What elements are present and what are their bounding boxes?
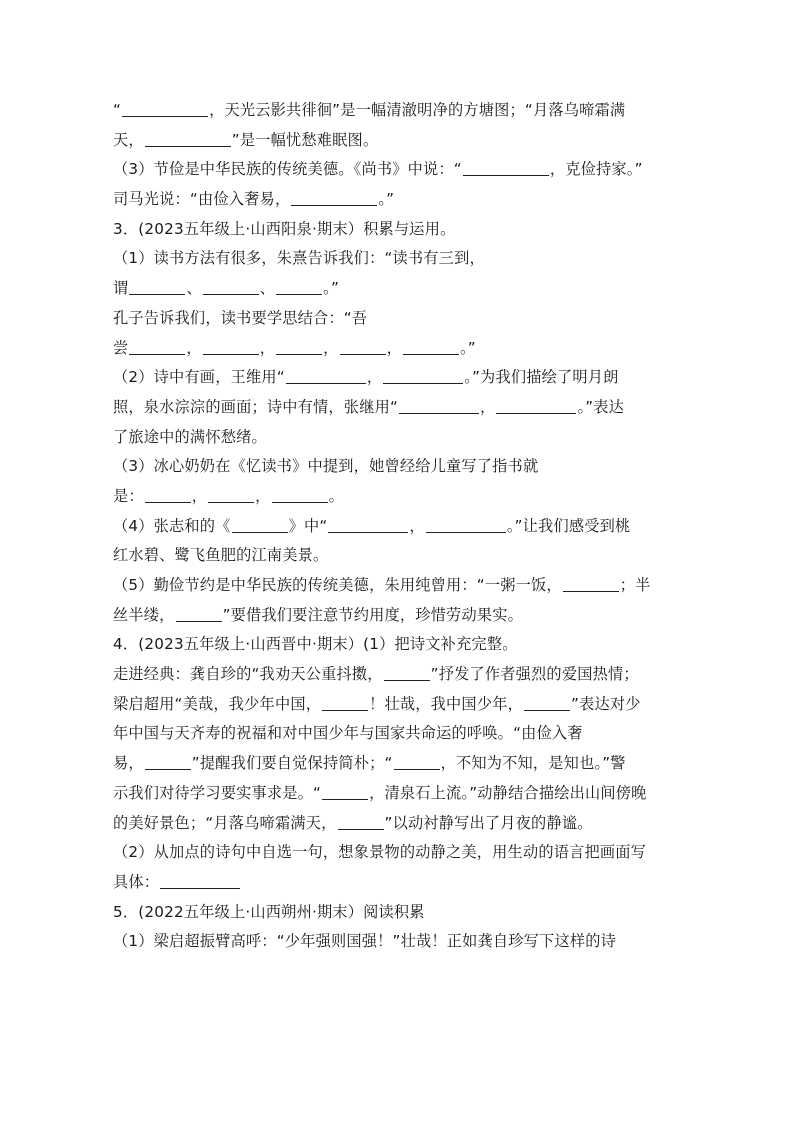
text-line: [113, 452, 685, 482]
answer-blank[interactable]: [563, 575, 619, 592]
line-text: 丝半缕，: [113, 605, 175, 624]
answer-blank[interactable]: [340, 338, 386, 355]
answer-blank[interactable]: [403, 338, 459, 355]
line-text: 、: [186, 279, 202, 298]
text-line: [113, 779, 685, 809]
line-text: ”提醒我们要自觉保持简朴；“: [191, 754, 393, 773]
line-text: ，: [259, 338, 276, 357]
line-text: 天，: [113, 130, 144, 149]
text-line: [113, 838, 685, 868]
line-text: 的美好景色；“月落乌啼霜满天，: [113, 813, 337, 832]
answer-blank[interactable]: [328, 516, 408, 533]
answer-blank[interactable]: [203, 278, 259, 295]
text-line: [113, 274, 685, 304]
line-text: ，: [366, 368, 383, 387]
text-line: [113, 690, 685, 720]
line-text: 孔子告诉我们，读书要学思结合：“吾: [113, 308, 368, 327]
line-text: ”抒发了作者强烈的爱国热情；: [430, 665, 639, 684]
answer-blank[interactable]: [129, 278, 185, 295]
line-text: 照，泉水淙淙的画面；诗中有情，张继用“: [113, 397, 399, 416]
line-text: ”要借我们要注意节约用度，珍惜劳动果实。: [222, 605, 523, 624]
answer-blank[interactable]: [145, 486, 191, 503]
line-text: 。”为我们描绘了明月朗: [464, 368, 619, 387]
line-text: 。”表达: [577, 397, 625, 416]
line-text: ，清泉石上流。”动静结合描绘出山间傍晚: [369, 783, 647, 802]
text-line: [113, 363, 685, 393]
answer-blank[interactable]: [145, 753, 191, 770]
line-text: ，不知为不知，是知也。”警: [440, 754, 626, 773]
line-text: （3）冰心奶奶在《忆读书》中提到，她曾经给儿童写了指书就: [113, 457, 539, 476]
line-text: （4）张志和的《: [113, 516, 231, 535]
text-line: [113, 541, 685, 571]
answer-blank[interactable]: [160, 872, 240, 889]
answer-blank[interactable]: [176, 605, 222, 622]
line-text: 、: [259, 279, 276, 298]
line-text: 红水碧、鹭飞鱼肥的江南美景。: [113, 546, 329, 565]
text-line: [113, 868, 685, 898]
text-line: [113, 334, 685, 364]
text-line: [113, 601, 685, 631]
text-line: [113, 630, 685, 660]
line-text: （1）读书方法有很多，朱熹告诉我们：“读书有三到，: [113, 249, 485, 268]
line-text: 3．(2023五年级上·山西阳泉·期末）积累与运用。: [113, 219, 456, 238]
line-text: ，: [191, 486, 208, 505]
text-line: [113, 155, 685, 185]
answer-blank[interactable]: [286, 367, 366, 384]
answer-blank[interactable]: [276, 278, 322, 295]
line-text: ！壮哉，我中国少年，: [369, 694, 523, 713]
line-text: ，: [480, 397, 496, 416]
text-line: [113, 393, 685, 423]
answer-blank[interactable]: [122, 100, 208, 117]
answer-blank[interactable]: [291, 189, 377, 206]
line-text: ”以动衬静写出了月夜的静谧。: [384, 813, 593, 832]
text-line: [113, 660, 685, 690]
line-text: ；半: [619, 576, 651, 594]
line-text: 谓: [113, 279, 129, 298]
text-line: [113, 927, 685, 957]
text-line: [113, 571, 685, 601]
text-line: [113, 215, 685, 245]
answer-blank[interactable]: [203, 338, 259, 355]
answer-blank[interactable]: [399, 397, 479, 414]
answer-blank[interactable]: [338, 813, 384, 830]
line-text: 。”让我们感受到桃: [506, 516, 631, 535]
text-line: [113, 749, 685, 779]
answer-blank[interactable]: [524, 694, 570, 711]
line-text: （1）梁启超振臂高呼：“少年强则国强！”壮哉！正如龚自珍写下这样的诗: [113, 932, 617, 951]
line-text: ，: [186, 338, 202, 357]
line-text: （3）节俭是中华民族的传统美德。《尚书》中说：“: [113, 160, 462, 179]
text-line: [113, 719, 685, 749]
text-line: [113, 512, 685, 542]
line-text: 尝: [113, 338, 129, 357]
line-text: 》中“: [288, 516, 328, 535]
line-text: ，: [409, 516, 425, 535]
answer-blank[interactable]: [232, 516, 288, 533]
line-text: “: [113, 101, 122, 119]
line-text: 年中国与天齐寿的祝福和对中国少年与国家共命运的呼唤。“由俭入奢: [113, 724, 583, 743]
line-text: 司马光说：“由俭入奢易，: [113, 190, 291, 209]
line-text: 4．(2023五年级上·山西晋中·期末）(1）把诗文补充完整。: [113, 635, 518, 654]
line-text: ”是一幅忧愁难眠图。: [231, 130, 379, 149]
text-line: [113, 244, 685, 274]
answer-blank[interactable]: [384, 664, 430, 681]
line-text: ，克俭持家。”: [549, 160, 643, 179]
line-text: ”表达对少: [570, 694, 641, 713]
answer-blank[interactable]: [276, 338, 322, 355]
line-text: 5．(2022五年级上·山西朔州·期末）阅读积累: [113, 902, 425, 921]
line-text: 。: [328, 486, 344, 505]
text-line: [113, 126, 685, 156]
answer-blank[interactable]: [394, 753, 440, 770]
line-text: ，: [323, 338, 339, 357]
line-text: 了旅途中的满怀愁绪。: [113, 427, 267, 446]
line-text: （5）勤俭节约是中华民族的传统美德，朱用纯曾用：“一粥一饭，: [113, 576, 562, 594]
answer-blank[interactable]: [145, 130, 231, 147]
line-text: 。”: [459, 338, 476, 357]
answer-blank[interactable]: [463, 159, 549, 176]
text-line: [113, 482, 685, 512]
line-text: （2）从加点的诗句中自选一句，想象景物的动静之美，用生动的语言把画面写: [113, 843, 647, 862]
line-text: ，: [255, 486, 271, 505]
line-text: 易，: [113, 754, 144, 773]
line-text: 。”: [323, 279, 340, 298]
answer-blank[interactable]: [496, 397, 576, 414]
line-text: 是：: [113, 486, 144, 505]
line-text: ，: [386, 338, 402, 357]
text-line: [113, 423, 685, 453]
answer-blank[interactable]: [426, 516, 506, 533]
line-text: ，天光云影共徘徊”是一幅清澈明净的方塘图；“月落乌啼霜满: [209, 101, 626, 119]
answer-blank[interactable]: [129, 338, 185, 355]
line-text: （2）诗中有画，王维用“: [113, 368, 285, 387]
line-text: 示我们对待学习要实事求是。“: [113, 783, 322, 802]
text-line: [113, 185, 685, 215]
worksheet-page: [113, 96, 685, 957]
answer-blank[interactable]: [322, 694, 368, 711]
text-line: [113, 304, 685, 334]
line-text: 具体：: [113, 872, 160, 891]
answer-blank[interactable]: [272, 486, 328, 503]
text-line: [113, 809, 685, 839]
line-text: 走进经典：龚自珍的“我劝天公重抖擞，: [113, 665, 383, 684]
answer-blank[interactable]: [208, 486, 254, 503]
text-line: [113, 96, 685, 126]
line-text: 。”: [378, 190, 395, 209]
text-line: [113, 898, 685, 928]
line-text: 梁启超用“美哉，我少年中国，: [113, 694, 322, 713]
answer-blank[interactable]: [383, 367, 463, 384]
answer-blank[interactable]: [322, 783, 368, 800]
